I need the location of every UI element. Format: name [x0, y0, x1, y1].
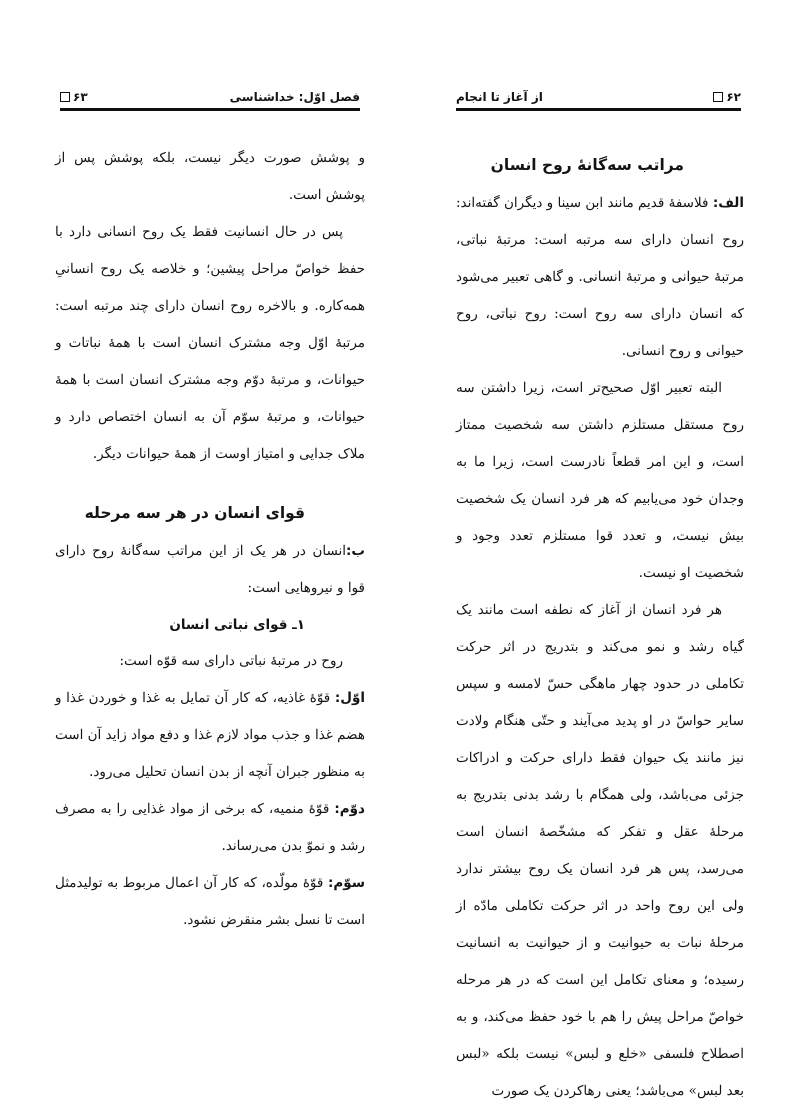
item-2: [55, 791, 365, 865]
right-paragraph-3: هر فرد انسان از آغاز که نطفه است مانند یک گیاه رشد و نمو می‌کند و بتدریج در اثر حرکت تکاملی در حدود چهار ماهگی حسّ لامسه و سپس سایر حواسّ در او پدید می‌آیند و حتّی هنگام ولادت نیز مانند یک حیوان فقط دارای حرکت و ادراکات جزئی می‌باشد، ولی همگام با رشد بدنی بتدریج به مرحلهٔ عقل و تفکر که مشخّصهٔ انسان است می‌رسد، پس هر فرد انسان یک روح بیشتر ندارد ولی این روح واحد در اثر حرکت تکاملی مادّه از مرحلهٔ نبات به حیوانیت و از حیوانیت به انسانیت رسیده؛ و معنای تکامل این است که در هر مرحله خواصّ مراحل پیش را هم با خود حفظ می‌کند، و به اصطلاح فلسفی «خلع و لبس» نیست بلکه «لبس بعد لبس» می‌باشد؛ یعنی رهاکردن یک صورت: [456, 602, 744, 1099]
paragraph-b: [55, 533, 365, 607]
item-2-lead: دوّم:: [334, 801, 365, 817]
square-ornament-icon: [713, 92, 723, 102]
item-3-text: قوّهٔ مولّده، که کار آن اعمال مربوط به تولیدمثل است تا نسل بشر منقرض نشود.: [55, 875, 365, 928]
square-ornament-icon: [60, 92, 70, 102]
left-page-number: ۶۳: [73, 90, 88, 104]
left-paragraph-2: پس در حال انسانیت فقط یک روح انسانی دارد با حفظ خواصّ مراحل پیشین؛ و خلاصه یک روح انسانیِ همه‌کاره. و بالاخره روح انسان دارای چند مرتبه است: مرتبهٔ اوّل وجه مشترک انسان است با همهٔ نباتات و حیوانات، و مرتبهٔ دوّم وجه مشترک انسان است با همهٔ حیوانات، و مرتبهٔ سوّم آن به انسان اختصاص دارد و ملاک جدایی و امتیاز اوست از همهٔ حیوانات دیگر.: [55, 224, 365, 462]
paragraph-b-lead: ب:: [346, 543, 365, 559]
paragraph-a-lead: الف:: [712, 195, 744, 211]
paragraph-a-text: فلاسفهٔ قدیم مانند ابن سینا و دیگران گفته‌اند: روح انسان دارای سه مرتبه است: مرتبهٔ نباتی، مرتبهٔ حیوانی و مرتبهٔ انسانی. و گاهی تعبیر می‌شود که انسان دارای سه روح است: روح نباتی، روح حیوانی و روح انسانی.: [456, 195, 744, 359]
right-page-body: [456, 145, 744, 1110]
right-paragraph-2: البته تعبیر اوّل صحیح‌تر است، زیرا داشتن سه روح مستقل مستلزم داشتن سه شخصیت ممتاز است، و این امر قطعاً نادرست است، زیرا ما به وجدان خود می‌یابیم که هر فرد انسان یک شخصیت بیش نیست، و تعدد قوا مستلزم تعدد وجود و شخصیت او نیست.: [456, 380, 744, 581]
right-page-number: ۶۲: [726, 90, 741, 104]
left-header-title: فصل اوّل: خداشناسی: [229, 90, 360, 104]
left-paragraph-1: و پوشش صورت دیگر نیست، بلکه پوشش پس از پوشش است.: [55, 150, 365, 203]
right-header-title: از آغاز تا انجام: [456, 90, 543, 104]
intro-paragraph: روح در مرتبهٔ نباتی دارای سه قوّه است:: [119, 653, 343, 669]
item-1-lead: اوّل:: [334, 690, 365, 706]
subheading-vegetative: ۱ـ قوای نباتی انسان: [169, 617, 305, 633]
item-3: [55, 865, 365, 939]
left-header-rule: [60, 108, 360, 111]
item-1: [55, 680, 365, 791]
right-header-rule: [456, 108, 741, 111]
section-heading-faculties: قوای انسان در هر سه مرحله: [84, 504, 305, 522]
paragraph-a: [456, 185, 744, 370]
left-page-header: [60, 84, 360, 104]
paragraph-b-text: انسان در هر یک از این مراتب سه‌گانهٔ روح دارای قوا و نیروهایی است:: [55, 543, 365, 596]
item-1-text: قوّهٔ غاذیه، که کار آن تمایل به غذا و خوردن غذا و هضم غذا و جذب مواد لازم غذا و دفع مواد زاید آن است به منظور جبران آنچه از بدن انسان تحلیل می‌رود.: [55, 690, 365, 780]
left-page-body: [55, 140, 365, 939]
item-2-text: قوّهٔ منمیه، که برخی از مواد غذایی را به مصرف رشد و نموّ بدن می‌رساند.: [55, 801, 365, 854]
left-page-number-block: [60, 90, 88, 104]
item-3-lead: سوّم:: [327, 875, 365, 891]
right-page-number-block: [713, 90, 741, 104]
right-page-header: [456, 84, 741, 104]
section-heading-stages: مراتب سه‌گانهٔ روح انسان: [490, 156, 684, 174]
